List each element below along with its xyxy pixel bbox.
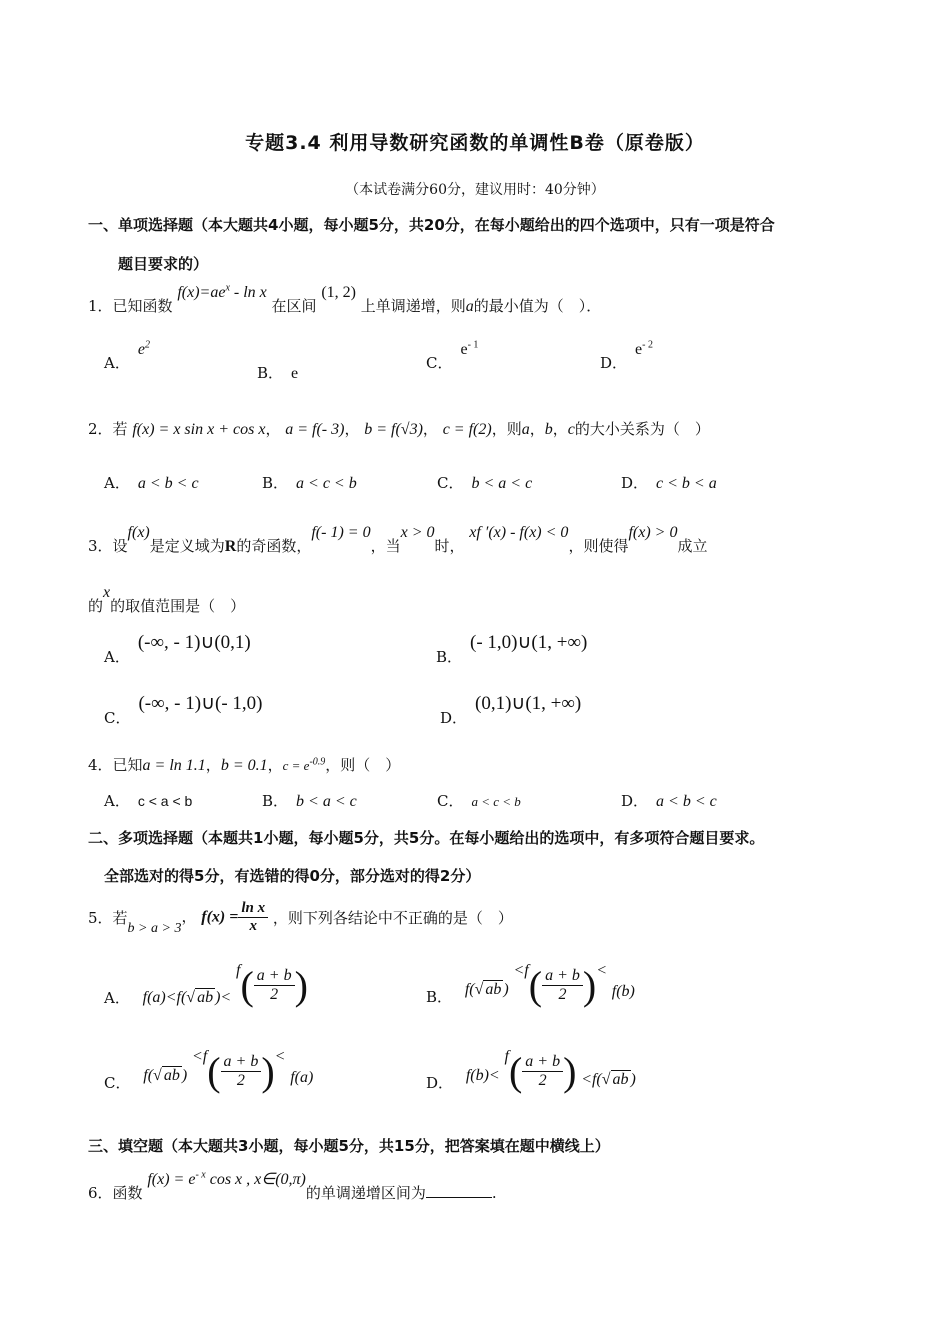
q4-number: 4．已知 xyxy=(88,756,143,774)
q1-text-3: 的最小值为（ ）． xyxy=(473,297,602,315)
q2-option-c[interactable]: C． b < a < c xyxy=(437,474,533,492)
page-subtitle: （本试卷满分60分，建议用时：40分钟） xyxy=(345,182,605,198)
q6-answer-blank[interactable] xyxy=(426,1197,492,1198)
section-2-heading: 二、多项选择题（本题共1小题，每小题5分，共5分。在每小题给出的选项中，有多项符合题目要求。 xyxy=(88,829,765,847)
section-3-heading: 三、填空题（本大题共3小题，每小题5分，共15分，把答案填在题中横线上） xyxy=(88,1137,610,1155)
q2-number: 2．若 xyxy=(88,420,128,438)
q2-option-a[interactable]: A． a < b < c xyxy=(104,474,199,492)
page-title: 专题3.4 利用导数研究函数的单调性B卷（原卷版） xyxy=(245,132,705,154)
q2-option-b[interactable]: B． a < c < b xyxy=(262,474,357,492)
q5-option-c[interactable]: C． f(√ ab ) <f( $\frac{a + b}{2}$ )< f(a) xyxy=(104,1048,314,1094)
q2-a: a = f(- 3) xyxy=(285,421,345,438)
q3-real-set: R xyxy=(224,538,237,555)
q4-option-b[interactable]: B． b < a < c xyxy=(262,792,357,810)
question-3-cont: 的x的取值范围是（ ） xyxy=(88,584,246,615)
question-1 xyxy=(88,282,602,316)
q1-function: $f(x)=ae^x - \ln x$ xyxy=(177,282,267,301)
section-1-heading: 一、单项选择题（本大题共4小题，每小题5分，共20分，在每小题给出的四个选项中，只有一项是符合 xyxy=(88,216,775,234)
q5-option-a[interactable]: A． f(a)<f(√ ab )< f( $\frac{a + b}{2}$ ) xyxy=(104,962,308,1008)
q2-option-d[interactable]: D． c < b < a xyxy=(621,474,717,492)
q2-b: b = f(√3) xyxy=(364,421,423,438)
q1-text-2: 上单调递增，则 xyxy=(360,297,466,315)
q5-number: 5．若 xyxy=(88,909,128,927)
question-3: 3．设f(x)是定义域为R的奇函数，f(- 1) = 0，当x > 0时， xf ′(x) - f(x) < 0，则使得f(x) > 0成立 xyxy=(88,524,708,555)
q1-interval: (1, 2) xyxy=(321,284,356,301)
q5-option-b[interactable]: B． f(√ ab ) <f( $\frac{a + b}{2}$ )< f(b) xyxy=(426,962,635,1008)
q2-function: f(x) = x sin x + cos x xyxy=(132,421,266,438)
q3-option-d[interactable]: D．(0,1)∪(1, +∞) xyxy=(440,693,582,727)
section-1-heading-cont: 题目要求的） xyxy=(118,255,209,273)
section-2-heading-cont: 全部选对的得5分，有选错的得0分，部分选对的得2分） xyxy=(104,867,481,885)
q1-option-c[interactable]: C．$e^{- 1}$ xyxy=(426,339,479,372)
q4-option-d[interactable]: D． a < b < c xyxy=(621,792,717,810)
q2-c: c = f(2) xyxy=(442,421,492,438)
question-4: 4．已知a = ln 1.1，b = 0.1，$c = e^{-0.9}$，则（ ） xyxy=(88,756,401,774)
q3-option-a[interactable]: A．(-∞, - 1)∪(0,1) xyxy=(104,632,251,666)
q1-option-a[interactable]: A．$e^2$ xyxy=(104,339,150,372)
q1-option-b[interactable]: B． e xyxy=(257,364,299,382)
q6-number: 6．函数 xyxy=(88,1184,143,1202)
question-5: 5．若b > a > 3， f(x) = $\frac{\text{ln x}}{x}$ ，则下列各结论中不正确的是（ ） xyxy=(88,900,513,936)
q3-number: 3．设 xyxy=(88,537,128,555)
question-2: 2．若 f(x) = x sin x + cos x， a = f(- 3)， b = f(√3)， c = f(2)，则a，b，c的大小关系为（ ） xyxy=(88,420,710,438)
q3-option-c[interactable]: C．(-∞, - 1)∪(- 1,0) xyxy=(104,693,263,727)
q4-option-c[interactable]: C． a < c < b xyxy=(437,792,521,810)
q4-option-a[interactable]: A． c < a < b xyxy=(104,792,193,810)
q5-option-d[interactable]: D． f(b)< f( $\frac{a + b}{2}$ ) <f(√ ab ) xyxy=(426,1048,636,1094)
q3-option-b[interactable]: B．(- 1,0)∪(1, +∞) xyxy=(436,632,588,666)
q1-text: 在区间 xyxy=(271,297,317,315)
q1-option-d[interactable]: D．$e^{- 2}$ xyxy=(600,339,653,372)
q1-number: 1．已知函数 xyxy=(88,297,173,315)
q2-text: 的大小关系为（ ） xyxy=(574,420,710,438)
q1-var: a xyxy=(465,298,474,315)
question-6: 6．函数 $f(x) = e^{- x}$ cos x , x∈(0,π)的单调递增区间为 . xyxy=(88,1169,497,1202)
